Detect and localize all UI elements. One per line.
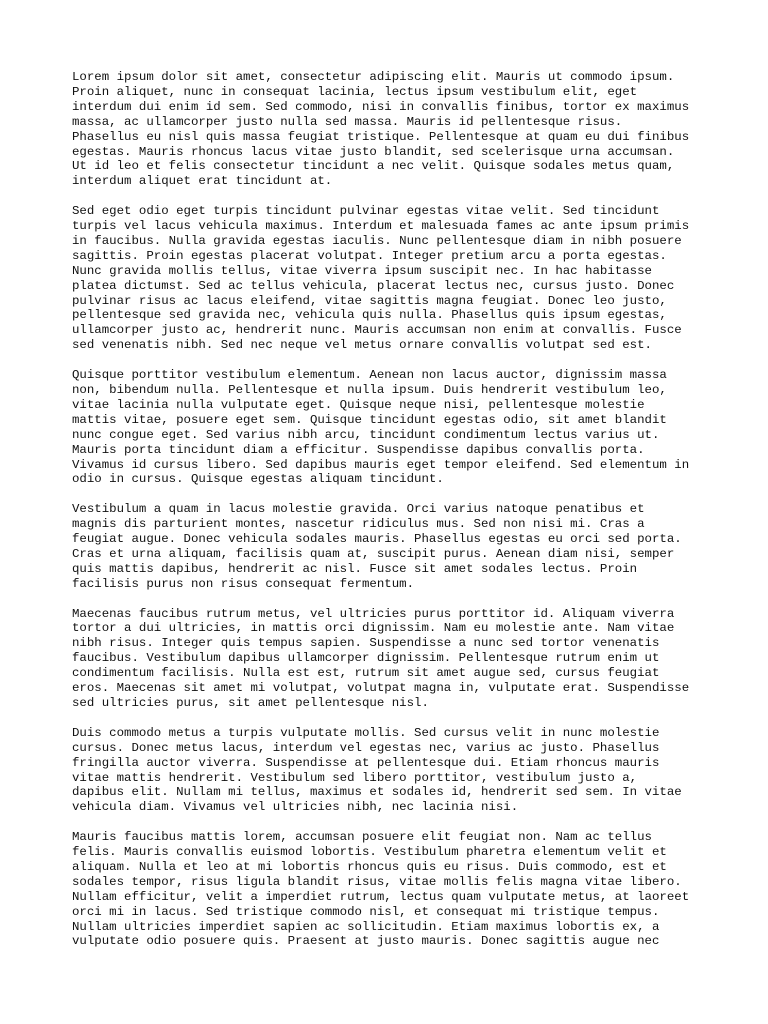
paragraph: Sed eget odio eget turpis tincidunt pulvinar egestas vitae velit. Sed tincidunt turpis vel lacus vehicula maximus. Interdum et malesuada fames ac ante ipsum primis in faucibus. Nulla gravida egestas iaculis. Nunc pellentesque diam in nibh posuere sagittis. Proin egestas placerat volutpat. Integer pretium arcu a porta egestas. Nunc gravida mollis tellus, vitae viverra ipsum suscipit nec. In hac habitasse platea dictumst. Sed ac tellus vehicula, placerat lectus nec, cursus justo. Donec pulvinar risus ac lacus eleifend, vitae sagittis magna feugiat. Donec leo justo, pellentesque sed gravida nec, vehicula quis nulla. Phasellus quis ipsum egestas, ullamcorper justo ac, hendrerit nunc. Mauris accumsan non enim at convallis. Fusce sed venenatis nibh. Sed nec neque vel metus ornare convallis volutpat sed est. — [72, 204, 690, 353]
paragraph: Maecenas faucibus rutrum metus, vel ultricies purus porttitor id. Aliquam viverra tortor a dui ultricies, in mattis orci dignissim. Nam eu molestie ante. Nam vitae nibh risus. Integer quis tempus sapien. Suspendisse a nunc sed tortor venenatis faucibus. Vestibulum dapibus ullamcorper dignissim. Pellentesque rutrum enim ut condimentum facilisis. Nulla est est, rutrum sit amet augue sed, cursus feugiat eros. Maecenas sit amet mi volutpat, volutpat magna in, vulputate erat. Suspendisse sed ultricies purus, sit amet pellentesque nisl. — [72, 606, 690, 710]
document-body — [72, 70, 702, 964]
paragraph: Vestibulum a quam in lacus molestie gravida. Orci varius natoque penatibus et magnis dis parturient montes, nascetur ridiculus mus. Sed non nisi mi. Cras a feugiat augue. Donec vehicula sodales mauris. Phasellus egestas eu orci sed porta. Cras et urna aliquam, facilisis quam at, suscipit purus. Aenean diam nisi, semper quis mattis dapibus, hendrerit ac nisl. Fusce sit amet sodales lectus. Proin facilisis purus non risus consequat fermentum. — [72, 502, 682, 591]
paragraph: Duis commodo metus a turpis vulputate mollis. Sed cursus velit in nunc molestie cursus. Donec metus lacus, interdum vel egestas nec, varius ac justo. Phasellus fringilla auctor viverra. Suspendisse at pellentesque dui. Etiam rhoncus mauris vitae mattis hendrerit. Vestibulum sed libero porttitor, vestibulum justo a, dapibus elit. Nullam mi tellus, maximus et sodales id, hendrerit sed sem. In vitae vehicula diam. Vivamus vel ultricies nibh, nec lacinia nisi. — [72, 725, 682, 815]
paragraph: Lorem ipsum dolor sit amet, consectetur adipiscing elit. Mauris ut commodo ipsum. Proin aliquet, nunc in consequat lacinia, lectus ipsum vestibulum elit, eget interdum dui enim id sem. Sed commodo, nisi in convallis finibus, tortor ex maximus massa, ac ullamcorper justo nulla sed massa. Mauris id pellentesque risus. Phasellus eu nisl quis massa feugiat tristique. Pellentesque at quam eu dui finibus egestas. Mauris rhoncus lacus vitae justo blandit, sed scelerisque urna accumsan. Ut id leo et felis consectetur tincidunt a nec velit. Quisque sodales metus quam, interdum aliquet erat tincidunt at. — [72, 70, 690, 189]
paragraph: Mauris faucibus mattis lorem, accumsan posuere elit feugiat non. Nam ac tellus felis. Mauris convallis euismod lobortis. Vestibulum pharetra elementum velit et aliquam. Nulla et leo at mi lobortis rhoncus quis eu risus. Duis commodo, est et sodales tempor, risus ligula blandit risus, vitae mollis felis magna vitae libero. Nullam efficitur, velit a imperdiet rutrum, lectus quam vulputate metus, at laoreet orci mi in lacus. Sed tristique commodo nisl, et consequat mi tristique tempus. Nullam ultricies imperdiet sapien ac sollicitudin. Etiam maximus lobortis ex, a vulputate odio posuere quis. Praesent at justo mauris. Donec sagittis augue nec — [72, 830, 690, 949]
paragraph: Quisque porttitor vestibulum elementum. Aenean non lacus auctor, dignissim massa non, bibendum nulla. Pellentesque et nulla ipsum. Duis hendrerit vestibulum leo, vitae lacinia nulla vulputate eget. Quisque neque nisi, pellentesque molestie mattis vitae, posuere eget sem. Quisque tincidunt egestas odio, sit amet blandit nunc congue eget. Sed varius nibh arcu, tincidunt condimentum lectus varius ut. Mauris porta tincidunt diam a efficitur. Suspendisse dapibus convallis porta. Vivamus id cursus libero. Sed dapibus mauris eget tempor eleifend. Sed elementum in odio in cursus. Quisque egestas aliquam tincidunt. — [72, 368, 690, 487]
